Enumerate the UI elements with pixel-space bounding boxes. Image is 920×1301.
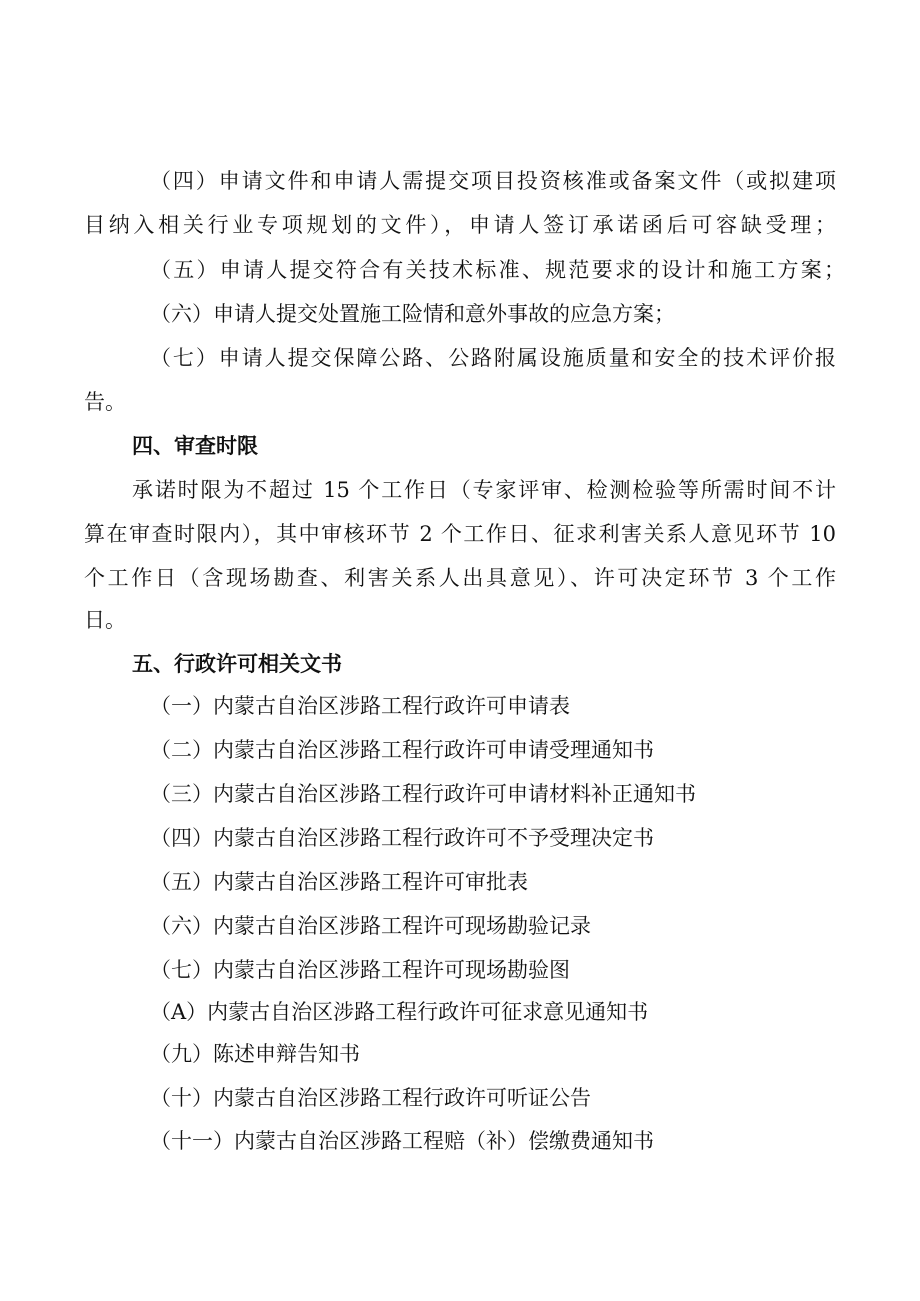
document-list-item: （十一）内蒙古自治区涉路工程赔（补）偿缴费通知书 xyxy=(150,1129,654,1153)
section4-line2: 算在审查时限内），其中审核环节 2 个工作日、征求利害关系人意见环节 10 xyxy=(84,522,836,546)
document-list-item: （七）内蒙古自治区涉路工程许可现场勘验图 xyxy=(150,958,570,982)
document-list-item: （A）内蒙古自治区涉路工程行政许可征求意见通知书 xyxy=(150,1000,649,1024)
item4-line1: （四）申请文件和申请人需提交项目投资核准或备案文件（或拟建项 xyxy=(150,169,836,193)
document-list-item: （五）内蒙古自治区涉路工程许可审批表 xyxy=(150,870,528,894)
section5-heading: 五、行政许可相关文书 xyxy=(132,652,342,676)
document-list-item: （十）内蒙古自治区涉路工程行政许可听证公告 xyxy=(150,1086,591,1110)
item7-line2: 告。 xyxy=(84,390,126,414)
document-list-item: （九）陈述申辩告知书 xyxy=(150,1042,360,1066)
document-list-item: （四）内蒙古自治区涉路工程行政许可不予受理决定书 xyxy=(150,826,654,850)
item7-line1: （七）申请人提交保障公路、公路附属设施质量和安全的技术评价报 xyxy=(150,346,836,370)
document-list-item: （一）内蒙古自治区涉路工程行政许可申请表 xyxy=(150,694,570,718)
item4-line2: 目纳入相关行业专项规划的文件），申请人签订承诺函后可容缺受理； xyxy=(84,213,836,237)
section4-line3: 个工作日（含现场勘查、利害关系人出具意见）、许可决定环节 3 个工作 xyxy=(84,566,836,590)
item5: （五）申请人提交符合有关技术标准、规范要求的设计和施工方案； xyxy=(150,258,845,282)
document-list-item: （六）内蒙古自治区涉路工程许可现场勘验记录 xyxy=(150,914,591,938)
section4-line1: 承诺时限为不超过 15 个工作日（专家评审、检测检验等所需时间不计 xyxy=(132,478,836,502)
item6: （六）申请人提交处置施工险情和意外事故的应急方案； xyxy=(150,302,675,326)
document-list-item: （二）内蒙古自治区涉路工程行政许可申请受理通知书 xyxy=(150,738,654,762)
document-list-item: （三）内蒙古自治区涉路工程行政许可申请材料补正通知书 xyxy=(150,782,696,806)
section4-heading: 四、审查时限 xyxy=(132,434,258,458)
section4-line4: 日。 xyxy=(84,608,126,632)
